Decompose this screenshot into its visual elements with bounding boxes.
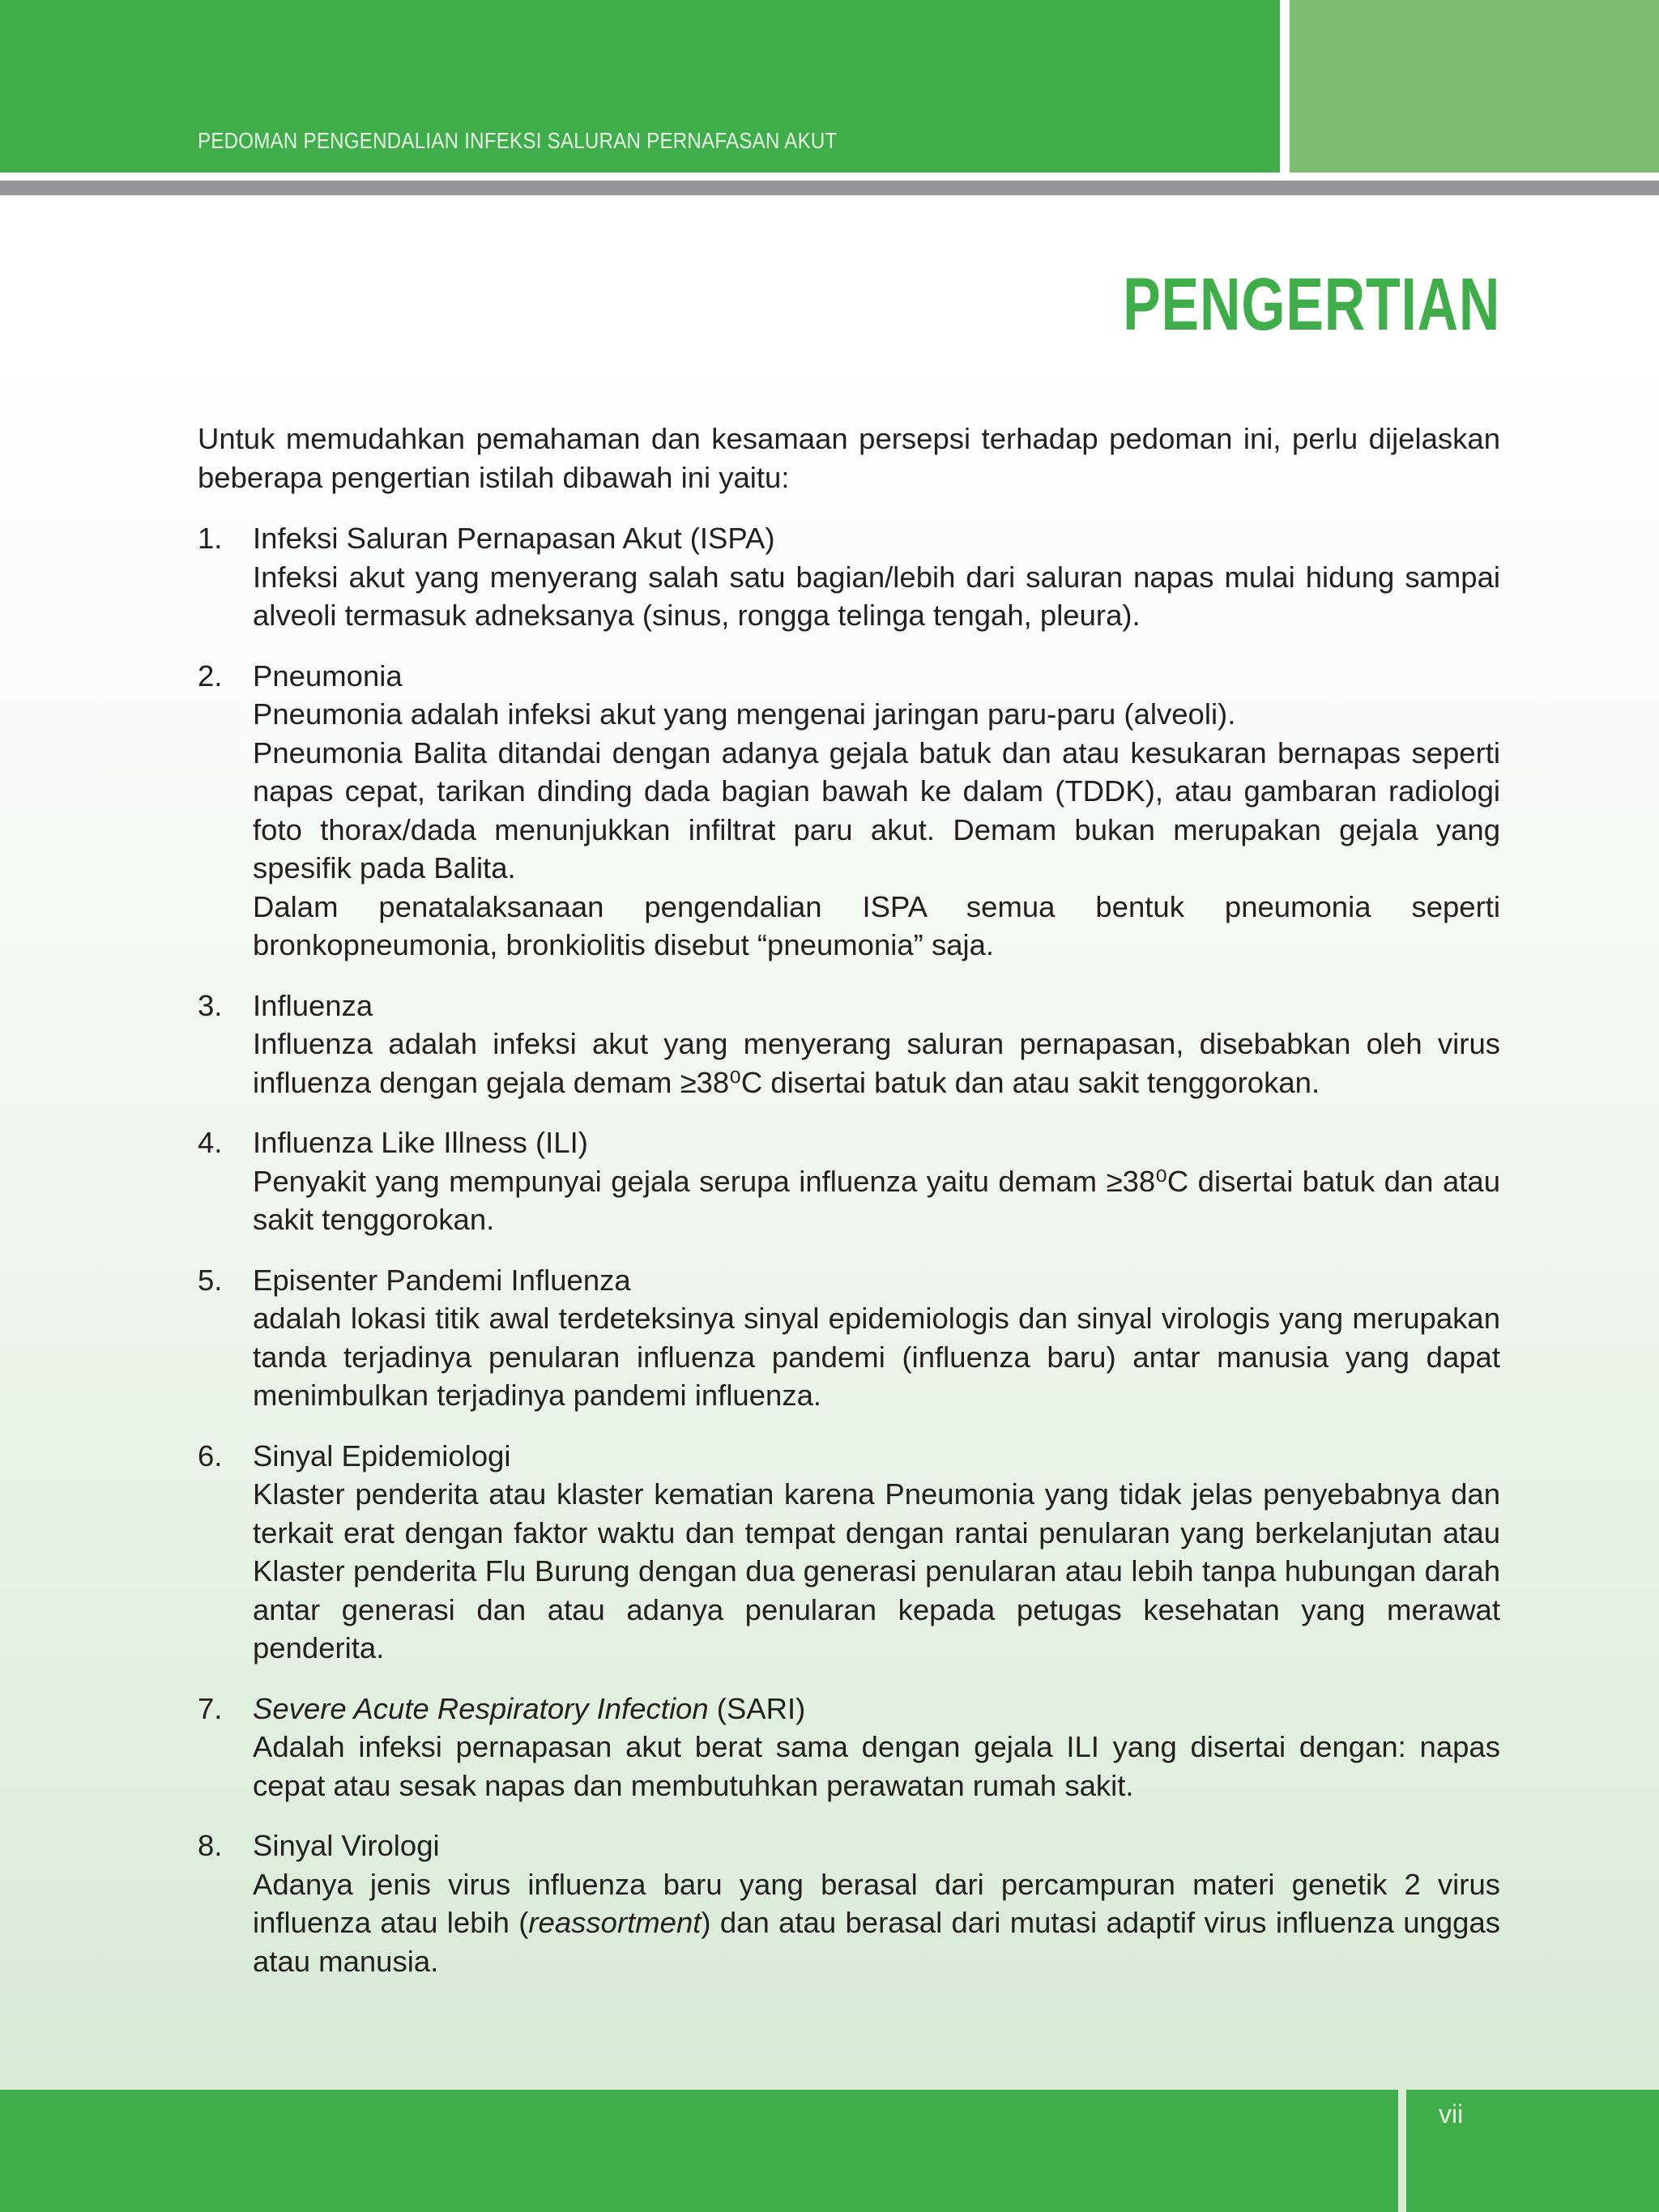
definition-term: Sinyal Epidemiologi (253, 1438, 511, 1473)
item-number: 8. (198, 1829, 223, 1862)
footer-band (0, 2090, 1398, 2212)
definition-text: adalah lokasi titik awal terdeteksinya sinyal epidemiologis dan sinyal virologis yang merupakan tanda terjadinya penularan influenza pandemi (influenza baru) antar manusia yang dapat menimbulkan terjadinya pandemi influenza. (253, 1302, 1500, 1412)
definition-item-6 (198, 1437, 1500, 1668)
definition-item-5 (198, 1261, 1500, 1415)
definition-text: Infeksi akut yang menyerang salah satu bagian/lebih dari saluran napas mulai hidung sampai alveoli termasuk adneksanya (sinus, rongga telinga tengah, pleura). (253, 560, 1500, 632)
definition-item-8 (198, 1826, 1500, 1980)
definition-text-part: Adanya jenis virus influenza baru yang berasal dari percampuran materi genetik 2 virus influenza atau lebih ( (253, 1867, 1500, 1939)
definition-item-1 (198, 519, 1500, 635)
item-number: 3. (198, 988, 223, 1022)
definition-text (253, 1865, 1500, 1981)
main-content (198, 420, 1500, 2002)
definition-term: Sinyal Virologi (253, 1829, 440, 1862)
page-number: vii (1439, 2099, 1464, 2129)
definition-list (198, 519, 1500, 1980)
definition-text: Adalah infeksi pernapasan akut berat sama dengan gejala ILI yang disertai dengan: napas cepat atau sesak napas dan membutuhkan perawatan rumah sakit. (253, 1730, 1500, 1802)
definition-item-2 (198, 657, 1500, 965)
definition-term (253, 1690, 1500, 1728)
definition-term: Influenza (253, 988, 373, 1022)
definition-term-italic: Severe Acute Respiratory Infection (253, 1691, 709, 1725)
definition-item-4 (198, 1123, 1500, 1239)
definition-text: Dalam penatalaksanaan pengendalian ISPA semua bentuk pneumonia seperti bronkopneumonia, bronkiolitis disebut “pneumonia” saja. (253, 889, 1500, 961)
item-number: 5. (198, 1263, 223, 1297)
intro-paragraph: Untuk memudahkan pemahaman dan kesamaan persepsi terhadap pedoman ini, perlu dijelaskan beberapa pengertian istilah dibawah ini yaitu: (198, 422, 1500, 494)
definition-term: Influenza Like Illness (ILI) (253, 1126, 588, 1159)
definition-term-suffix: (SARI) (708, 1691, 806, 1725)
definition-text: Klaster penderita atau klaster kematian karena Pneumonia yang tidak jelas penyebabnya dan terkait erat dengan faktor waktu dan tempat dengan rantai penularan yang berkelanjutan atau Klaster penderita Flu Burung dengan dua generasi penularan atau lebih tanpa hubungan darah antar generasi dan atau adanya penularan kepada petugas kesehatan yang merawat penderita. (253, 1477, 1500, 1664)
item-number: 1. (198, 522, 223, 555)
item-number: 2. (198, 658, 223, 693)
definition-text-italic: reassortment (528, 1906, 702, 1939)
header-divider-rule (0, 181, 1659, 195)
definition-text: Influenza adalah infeksi akut yang menyerang saluran pernapasan, disebabkan oleh virus influenza dengan gejala demam ≥38⁰C disertai batuk dan atau sakit tenggorokan. (253, 1027, 1500, 1099)
item-number: 7. (198, 1691, 223, 1725)
definition-item-7 (198, 1690, 1500, 1805)
page-title: PENGERTIAN (1122, 263, 1500, 346)
definition-term: Episenter Pandemi Influenza (253, 1263, 631, 1297)
running-title: PEDOMAN PENGENDALIAN INFEKSI SALURAN PERNAFASAN AKUT (198, 128, 838, 153)
item-number: 6. (198, 1438, 223, 1473)
item-number: 4. (198, 1126, 223, 1159)
definition-text: Penyakit yang mempunyai gejala serupa influenza yaitu demam ≥38⁰C disertai batuk dan atau sakit tenggorokan. (253, 1164, 1500, 1236)
definition-text: Pneumonia Balita ditandai dengan adanya gejala batuk dan atau kesukaran bernapas seperti napas cepat, tarikan dinding dada bagian bawah ke dalam (TDDK), atau gambaran radiologi foto thorax/dada menunjukkan infiltrat paru akut. Demam bukan merupakan gejala yang spesifik pada Balita. (253, 735, 1500, 884)
definition-term: Infeksi Saluran Pernapasan Akut (ISPA) (253, 522, 775, 555)
definition-item-3 (198, 987, 1500, 1102)
definition-term: Pneumonia (253, 658, 403, 693)
definition-text-part: ) dan atau berasal dari mutasi adaptif virus influenza unggas atau manusia. (253, 1906, 1501, 1978)
definition-text: Pneumonia adalah infeksi akut yang mengenai jaringan paru-paru (alveoli). (253, 697, 1236, 731)
header-corner-block (1290, 0, 1659, 173)
